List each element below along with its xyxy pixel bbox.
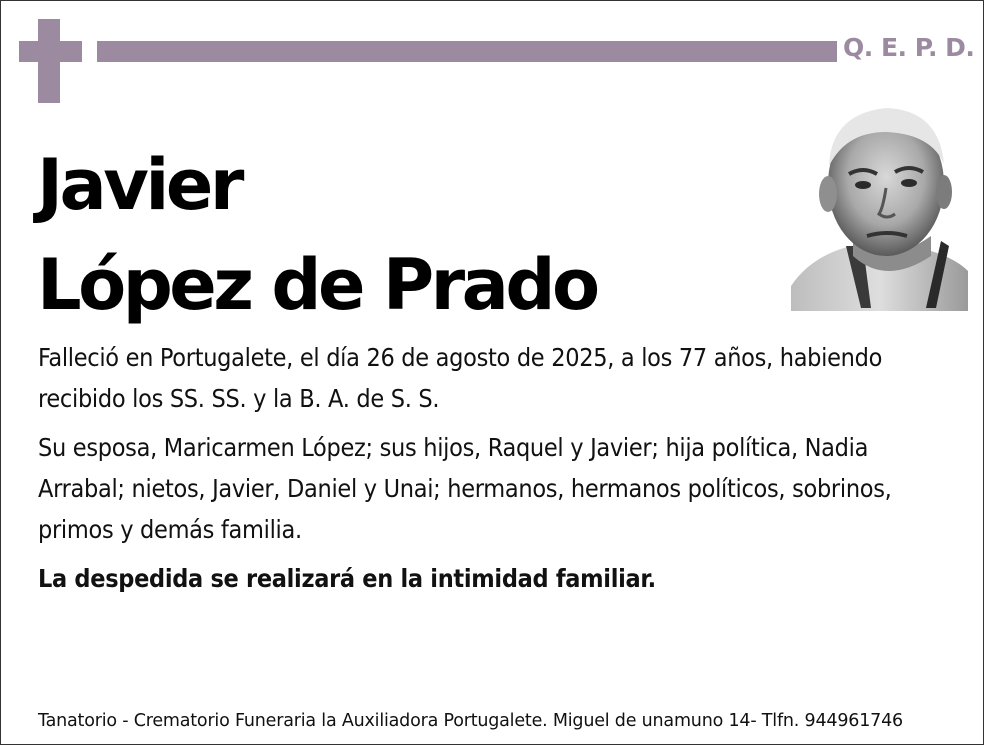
header-bar <box>97 41 837 62</box>
obituary-body <box>38 337 948 607</box>
deceased-first-name: Javier <box>37 144 241 226</box>
cross-icon <box>19 19 82 103</box>
funeral-home-info: Tanatorio - Crematorio Funeraria la Auxiliadora Portugalete. Miguel de unamuno 14- Tlfn. 944961746 <box>38 711 903 731</box>
death-announcement: Falleció en Portugalete, el día 26 de agosto de 2025, a los 77 años, habiendo recibido los SS. SS. y la B. A. de S. S. <box>38 343 883 413</box>
portrait-photo <box>791 96 968 311</box>
family-list: Su esposa, Maricarmen López; sus hijos, Raquel y Javier; hija política, Nadia Arrabal; nietos, Javier, Daniel y Unai; hermanos, hermanos políticos, sobrinos, primos y demás familia. <box>38 433 892 544</box>
qepd-label: Q. E. P. D. <box>843 33 975 62</box>
deceased-surname: López de Prado <box>37 244 597 326</box>
farewell-notice: La despedida se realizará en la intimidad familiar. <box>38 564 656 593</box>
deceased-name <box>37 135 597 335</box>
